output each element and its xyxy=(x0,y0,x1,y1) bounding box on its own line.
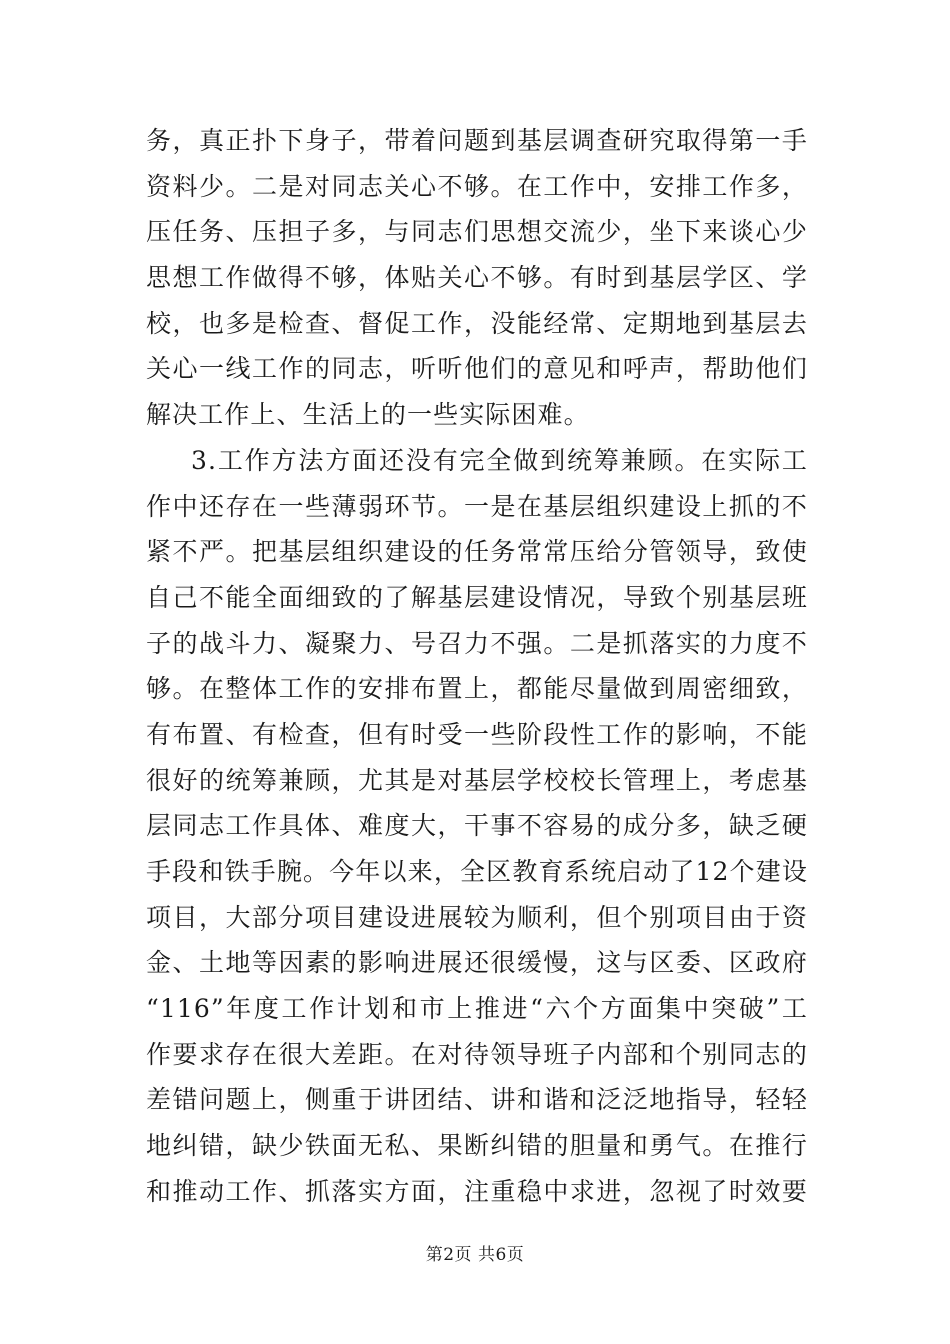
text-line: 金、土地等因素的影响进展还很缓慢，这与区委、区政府 xyxy=(146,948,808,978)
text-line: 务，真正扑下身子，带着问题到基层调查研究取得第一手 xyxy=(146,126,808,155)
page-footer xyxy=(0,1240,950,1265)
text-line: 子的战斗力、凝聚力、号召力不强。二是抓落实的力度不 xyxy=(146,628,808,658)
text-line: 资料少。二是对同志关心不够。在工作中，安排工作多， xyxy=(146,171,808,201)
text-line: 作中还存在一些薄弱环节。一是在基层组织建设上抓的不 xyxy=(146,491,808,521)
text-line: 思想工作做得不够，体贴关心不够。有时到基层学区、学 xyxy=(146,263,808,293)
text-line: 自己不能全面细致的了解基层建设情况，导致个别基层班 xyxy=(146,582,808,612)
text-line: 差错问题上，侧重于讲团结、讲和谐和泛泛地指导，轻轻 xyxy=(146,1085,808,1115)
text-line: 够。在整体工作的安排布置上，都能尽量做到周密细致， xyxy=(146,674,808,704)
text-line: 很好的统筹兼顾，尤其是对基层学校校长管理上，考虑基 xyxy=(146,765,808,795)
text-line: “116”年度工作计划和市上推进“六个方面集中突破”工 xyxy=(146,994,808,1024)
document-body xyxy=(146,118,808,1215)
text-line: 有布置、有检查，但有时受一些阶段性工作的影响，不能 xyxy=(146,719,808,749)
text-line: 层同志工作具体、难度大，干事不容易的成分多，缺乏硬 xyxy=(146,811,808,841)
text-line: 和推动工作、抓落实方面，注重稳中求进，忽视了时效要 xyxy=(146,1176,808,1206)
text-line-paragraph-start: 3.工作方法方面还没有完全做到统筹兼顾。在实际工 xyxy=(191,445,808,475)
text-line: 地纠错，缺少铁面无私、果断纠错的胆量和勇气。在推行 xyxy=(146,1131,808,1161)
text-line: 关心一线工作的同志，听听他们的意见和呼声，帮助他们 xyxy=(146,354,808,384)
text-line: 手段和铁手腕。今年以来，全区教育系统启动了12个建设 xyxy=(146,857,808,886)
text-line-paragraph-end: 解决工作上、生活上的一些实际困难。 xyxy=(146,400,590,430)
text-line: 紧不严。把基层组织建设的任务常常压给分管领导，致使 xyxy=(146,537,808,567)
text-line: 项目，大部分项目建设进展较为顺利，但个别项目由于资 xyxy=(146,902,808,932)
text-line: 作要求存在很大差距。在对待领导班子内部和个别同志的 xyxy=(146,1039,808,1069)
page-number-info: 第2页 共6页 xyxy=(425,1245,525,1265)
text-line: 压任务、压担子多，与同志们思想交流少，坐下来谈心少 xyxy=(146,217,808,247)
text-line: 校，也多是检查、督促工作，没能经常、定期地到基层去 xyxy=(146,308,808,338)
